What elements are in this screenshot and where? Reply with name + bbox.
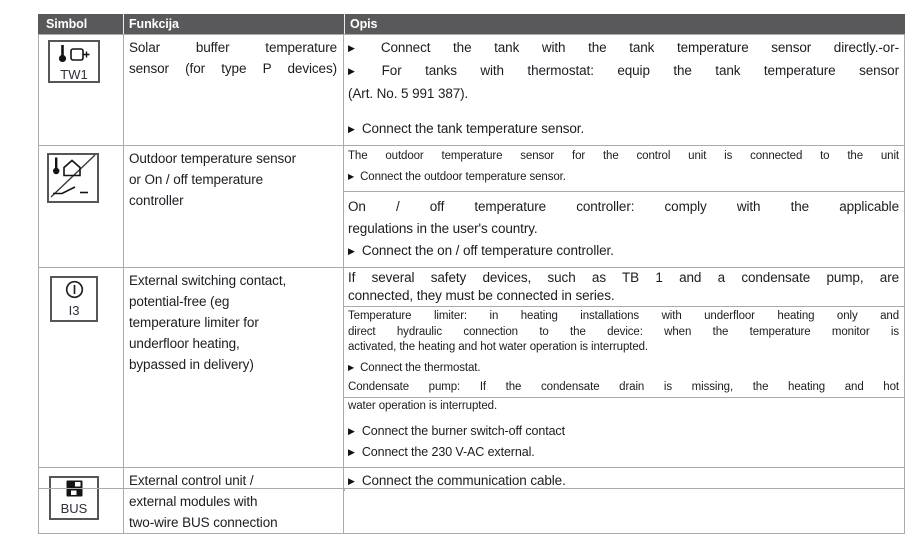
opis-section [344, 35, 904, 145]
thermometer-house-switch-icon [50, 154, 96, 203]
funkcija-line: temperature limiter for [129, 315, 259, 330]
border-stub [38, 489, 39, 491]
opis-bullet-line [348, 240, 899, 263]
symbol-cell [39, 35, 124, 145]
opis-text: For tanks with thermostat: equip the tank temperature sensor [381, 63, 899, 78]
table-row-outdoor-sensor [39, 145, 904, 267]
opis-section [344, 468, 904, 497]
symbol-cell [39, 268, 124, 467]
opis-text-line: direct hydraulic connection to the device: when the temperature monitor is [348, 325, 899, 338]
symbol-label: I3 [68, 303, 80, 318]
funkcija-line: controller [129, 193, 184, 208]
bullet-arrow-icon: ▶ [348, 245, 355, 256]
opis-section [344, 268, 904, 306]
header-funkcija: Funkcija [124, 14, 345, 34]
power-contact-icon [65, 280, 84, 304]
bullet-arrow-icon: ▶ [348, 362, 355, 372]
table-row-i3 [39, 267, 904, 467]
cell-divider-line [344, 397, 904, 398]
opis-text-line: activated, the heating and hot water operation is interrupted. [348, 341, 649, 353]
opis-cell [344, 268, 904, 467]
bullet-arrow-icon: ▶ [348, 123, 355, 134]
funkcija-cell [124, 468, 344, 533]
table-row-tw1 [39, 34, 904, 145]
symbol-label: BUS [60, 501, 88, 516]
opis-text-line: The outdoor temperature sensor for the control unit is connected to the unit [348, 150, 899, 162]
opis-cell [344, 468, 904, 533]
opis-bullet-line [348, 361, 899, 377]
funkcija-line: External control unit / [129, 473, 254, 488]
funkcija-line: bypassed in delivery) [129, 357, 254, 372]
tw1-symbol-box [48, 40, 100, 83]
table-body [38, 34, 905, 534]
control-module-icon [66, 480, 83, 502]
opis-bullet-line [348, 422, 899, 442]
funkcija-cell [124, 146, 344, 267]
opis-text-line: regulations in the user's country. [348, 221, 538, 236]
bullet-arrow-icon: ▶ [348, 42, 374, 53]
funkcija-cell [124, 268, 344, 467]
spacer [348, 104, 899, 118]
funkcija-line: external modules with [129, 494, 258, 509]
bullet-arrow-icon: ▶ [348, 425, 355, 436]
bus-symbol-box [49, 476, 99, 520]
sensor-plug-icon [70, 47, 91, 68]
bullet-arrow-icon: ▶ [348, 65, 375, 76]
opis-text: Connect the tank temperature sensor. [361, 121, 585, 136]
opis-text-line: Temperature limiter: in heating installations with underfloor heating only and [348, 310, 899, 322]
border-stub [344, 489, 345, 491]
opis-text: Connect the outdoor temperature sensor. [360, 170, 566, 183]
funkcija-line: External switching contact, [129, 273, 287, 288]
tw1-icon-row [58, 44, 91, 68]
opis-bullet-line [348, 118, 899, 141]
header-opis: Opis [350, 17, 378, 31]
funkcija-line: potential-free (eg [129, 294, 230, 309]
opis-section [344, 191, 904, 267]
funkcija-line: underfloor heating, [129, 336, 240, 351]
opis-text-line: On / off temperature controller: comply with the applicable [348, 199, 899, 214]
opis-section [344, 146, 904, 191]
table-header-row [38, 14, 905, 34]
bullet-arrow-icon: ▶ [348, 171, 355, 181]
opis-section [344, 306, 904, 467]
funkcija-line: Outdoor temperature sensor [129, 151, 296, 166]
symbol-cell [39, 468, 124, 533]
funkcija-cell [124, 35, 344, 145]
opis-bullet-line [348, 37, 899, 60]
symbol-function-table [38, 14, 905, 534]
outdoor-sensor-symbol-box [47, 153, 99, 203]
opis-text: Connect the tank with the tank temperature sensor directly.-or- [380, 40, 900, 55]
table-row-bus [39, 467, 904, 533]
opis-cell [344, 35, 904, 145]
border-stub [123, 489, 124, 491]
bullet-arrow-icon: ▶ [348, 446, 355, 457]
opis-continuation-line: (Art. No. 5 991 387). [348, 86, 469, 101]
symbol-cell [39, 146, 124, 267]
bullet-arrow-icon: ▶ [348, 475, 355, 486]
opis-bullet-line [348, 170, 899, 186]
i3-symbol-box [50, 276, 98, 322]
opis-text-line: If several safety devices, such as TB 1 and a condensate pump, are [348, 270, 899, 285]
opis-text: Connect the 230 V-AC external. [361, 445, 535, 459]
opis-cell [344, 146, 904, 267]
funkcija-line: two-wire BUS connection [129, 515, 278, 530]
funkcija-line: or On / off temperature [129, 172, 264, 187]
funkcija-line: sensor (for type P devices) [129, 61, 337, 76]
border-stub [904, 489, 905, 491]
funkcija-line: Solar buffer temperature [129, 40, 337, 55]
opis-text-line: water operation is interrupted. [348, 399, 498, 412]
opis-text-line: connected, they must be connected in series. [348, 287, 615, 303]
opis-text: Connect the thermostat. [360, 361, 481, 374]
opis-bullet-line [348, 60, 899, 83]
symbol-label: TW1 [60, 66, 88, 82]
opis-text: Connect the on / off temperature controller. [361, 243, 614, 258]
opis-text: Connect the communication cable. [361, 473, 566, 488]
opis-bullet-line [348, 443, 899, 463]
header-simbol: Simbol [38, 14, 124, 34]
opis-text: Connect the burner switch-off contact [361, 424, 565, 438]
thermometer-icon [58, 44, 67, 68]
opis-text-line: Condensate pump: If the condensate drain is missing, the heating and hot [348, 381, 899, 393]
